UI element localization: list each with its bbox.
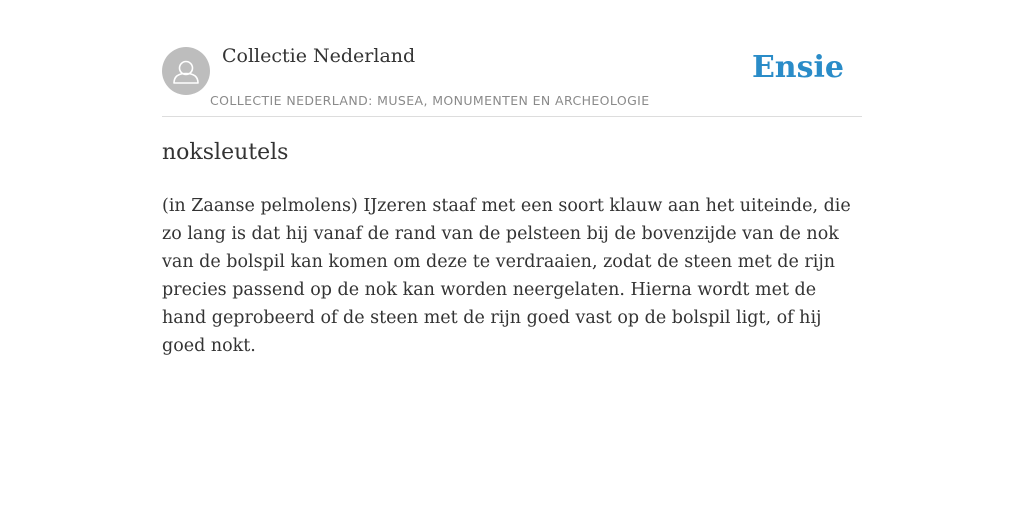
author-link[interactable]: Collectie Nederland: [222, 45, 416, 67]
entry-definition: (in Zaanse pelmolens) IJzeren staaf met een soort klauw aan het uiteinde, die zo lang is dat hij vanaf de rand van de pelsteen bij de bovenzijde van de nok van de bolspil kan komen om deze te verdraaien, zodat de steen met de rijn precies passend op de nok kan worden neergelaten. Hierna wordt met de hand geprobeerd of de steen met de rijn goed vast op de bolspil ligt, of hij goed nokt.: [162, 196, 851, 356]
source-label[interactable]: COLLECTIE NEDERLAND: MUSEA, MONUMENTEN EN ARCHEOLOGIE: [210, 93, 650, 108]
ensie-logo[interactable]: Ensie: [751, 50, 844, 85]
entry-header: [162, 0, 862, 117]
user-icon: [162, 47, 210, 95]
entry-title: noksleutels: [162, 140, 289, 165]
avatar[interactable]: [162, 47, 210, 95]
entry-card: [162, 0, 862, 356]
